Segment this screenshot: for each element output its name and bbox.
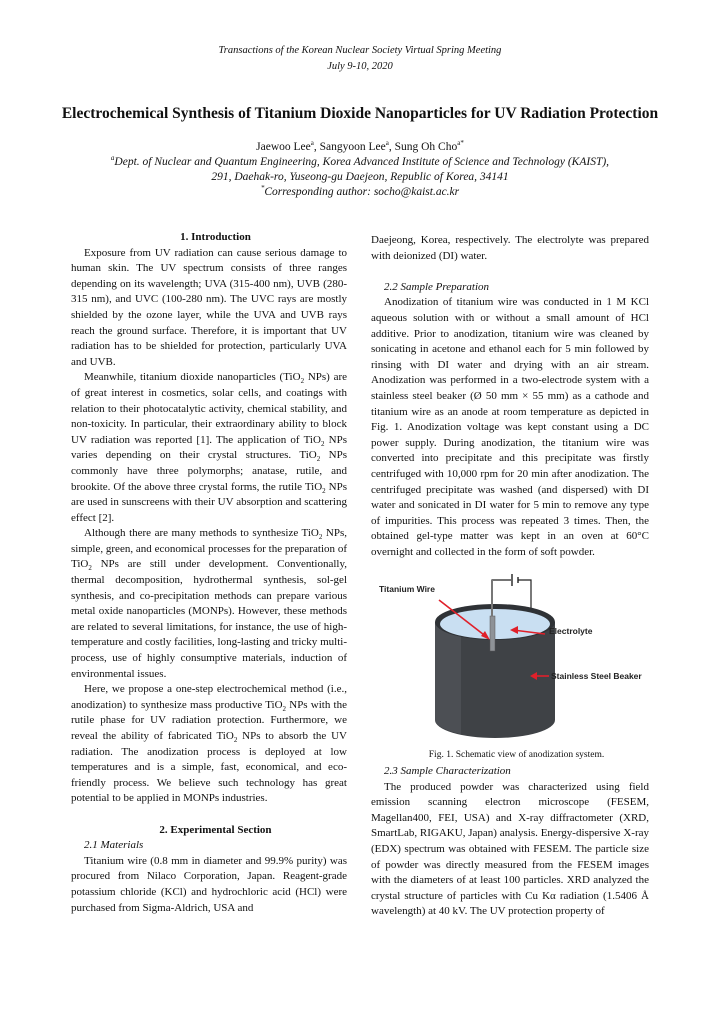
affiliation-address: 291, Daehak-ro, Yuseong-gu Daejeon, Republic of Korea, 34141: [211, 171, 509, 183]
corresponding-author: [0, 185, 720, 200]
paper-title: Electrochemical Synthesis of Titanium Dioxide Nanoparticles for UV Radiation Protection: [61, 105, 659, 122]
left-column: [71, 230, 347, 916]
intro-paragraph-1: Exposure from UV radiation can cause serious damage to human skin. The UV spectrum consists of three ranges depending on its wavelength; UVA (315-400 nm), UVB (280-315 nm), and UVC (100-280 nm). The UVC rays are mostly shielded by the ozone layer, while the UVA and UVB rays reach the ground surface. Therefore, it is important that UV radiation has to be shielded for protection, particularly UVA and UVB.: [71, 246, 347, 368]
label-electrolyte: Electrolyte: [549, 626, 593, 637]
author-3: , Sung Oh Cho: [388, 141, 458, 153]
anodization-schematic: [371, 570, 649, 748]
affiliation-marker: a*: [457, 139, 464, 148]
affiliation-marker: a: [385, 139, 389, 148]
affiliation-marker: a: [110, 154, 115, 163]
materials-paragraph-continued: Daejeong, Korea, respectively. The electrolyte was prepared with deionized (DI) water.: [371, 234, 649, 262]
intro-paragraph-3: Although there are many methods to synthesize TiO$_2$ NPs, simple, green, and economical processes for the preparation of TiO$_2$ NPs are still under development. Conventionally, thermal decomposition, hydrothermal synthesis, sol-gel synthesis, and co-precipitation methods can prepare various metal oxide nanoparticles (MONPs). However, these methods are related to several limitations, for instance, the use of high-temperature and costly facilities, long-lasting and tricky multi-process, use of highly consumptive materials, induction of environmental issues.: [71, 527, 347, 680]
materials-paragraph: Titanium wire (0.8 mm in diameter and 99.9% purity) was procured from Nilaco Corporation, Japan. Reagent-grade potassium chloride (KCl) and hydrochloric acid (HCl) were purchased from Sigma-Aldrich, USA and: [71, 854, 347, 914]
figure-caption: Fig. 1. Schematic view of anodization system.: [428, 750, 605, 761]
author-1: Jaewoo Lee: [256, 141, 311, 153]
right-column: [371, 233, 649, 920]
author-block: [0, 140, 720, 200]
corresponding-marker: *: [260, 184, 265, 193]
affiliation: [0, 155, 720, 170]
author-2: , Sangyoon Lee: [313, 141, 386, 153]
affiliation-marker: a: [310, 139, 314, 148]
label-stainless-steel-beaker: Stainless Steel Beaker: [551, 671, 642, 682]
titanium-wire: [490, 616, 495, 651]
affiliation-line-1: Dept. of Nuclear and Quantum Engineering, Korea Advanced Institute of Science and Technology (KAIST),: [114, 156, 610, 168]
anodization-figure: [371, 570, 649, 748]
conference-name: Transactions of the Korean Nuclear Society Virtual Spring Meeting: [218, 45, 502, 56]
intro-paragraph-4: Here, we propose a one-step electrochemical method (i.e., anodization) to synthesize mass productive TiO$_2$ NPs with the rutile phase for UV radiation protection. Furthermore, we reveal the ability of fabricated TiO$_2$ NPs to absorb the UV radiation. The anodization process is deployed at low temperatures and is a simple, fast, economical, and eco-friendly process. We believe such technology has great potential to be applied in MONPs industries.: [71, 683, 347, 805]
author-list: [0, 140, 720, 155]
intro-paragraph-2: Meanwhile, titanium dioxide nanoparticles (TiO$_2$ NPs) are of great interest in cosmetics, solar cells, and coatings with relation to their photocatalytic activity, chemical stability, and non-toxicity. In particular, their extraordinary ability to block UV radiation was reported [1]. The application of TiO$_2$ NPs varies depending on their crystal structures. TiO$_2$ NPs commonly have three polymorphs; anatase, rutile, and brookite. Of the above three crystal forms, the rutile TiO$_2$ NPs are used in sunscreens with their UV absorption and scattering effect [2].: [71, 371, 348, 524]
preparation-paragraph: Anodization of titanium wire was conducted in 1 M KCl aqueous solution with or without a small amount of HCl additive. Prior to anodization, titanium wire was cleaned by sonicating in acetone and ethanol each for 5 min followed by rinsing with DI water and drying with an air stream. Anodization was performed in a two-electrode system with a stainless steel beaker (Ø 50 mm × 55 mm) as a cathode and titanium wire as an anode at room temperature as depicted in Fig. 1. Anodization voltage was kept constant using a DC power supply. During anodization, the titanium wire was converted into precipitate and this precipitate was firstly centrifuged with 10,000 rpm for 20 min after anodization. The centrifuged precipitate was washed (and dispersed) with DI water and sonicated in DI water for 5 min to remove any type of impurities. This process was repeated 3 times. Then, the obtained gel-type matter was kept in an oven at 60°C overnight and collected in the form of soft powder.: [371, 296, 649, 558]
conference-dates: July 9-10, 2020: [327, 61, 393, 72]
subsection-heading-materials: 2.1 Materials: [84, 839, 144, 852]
characterization-paragraph: The produced powder was characterized using field emission scanning electron microscope (FESEM, Magellan400, FEI, USA) and X-ray diffractometer (XRD, SmartLab, RIGAKU, Japan) analysis. Energy-dispersive X-ray (EDX) spectrum was obtained with FESEM. The particle size of powder was directly measured from the FESEM images with the diameters of at least 100 particles. XRD analyzed the crystal structure of particles with Cu Kα radiation (1.5406 Å wavelength) at 40 kV. The UV protection property of: [371, 780, 649, 918]
label-titanium-wire: Titanium Wire: [379, 584, 435, 595]
section-heading-introduction: 1. Introduction: [180, 231, 251, 243]
subsection-heading-characterization: 2.3 Sample Characterization: [384, 765, 511, 778]
subsection-heading-sample-preparation: 2.2 Sample Preparation: [384, 280, 489, 293]
beaker-shading: [435, 622, 461, 734]
section-heading-experimental: 2. Experimental Section: [159, 823, 272, 836]
corresponding-email: Corresponding author: socho@kaist.ac.kr: [264, 186, 460, 198]
